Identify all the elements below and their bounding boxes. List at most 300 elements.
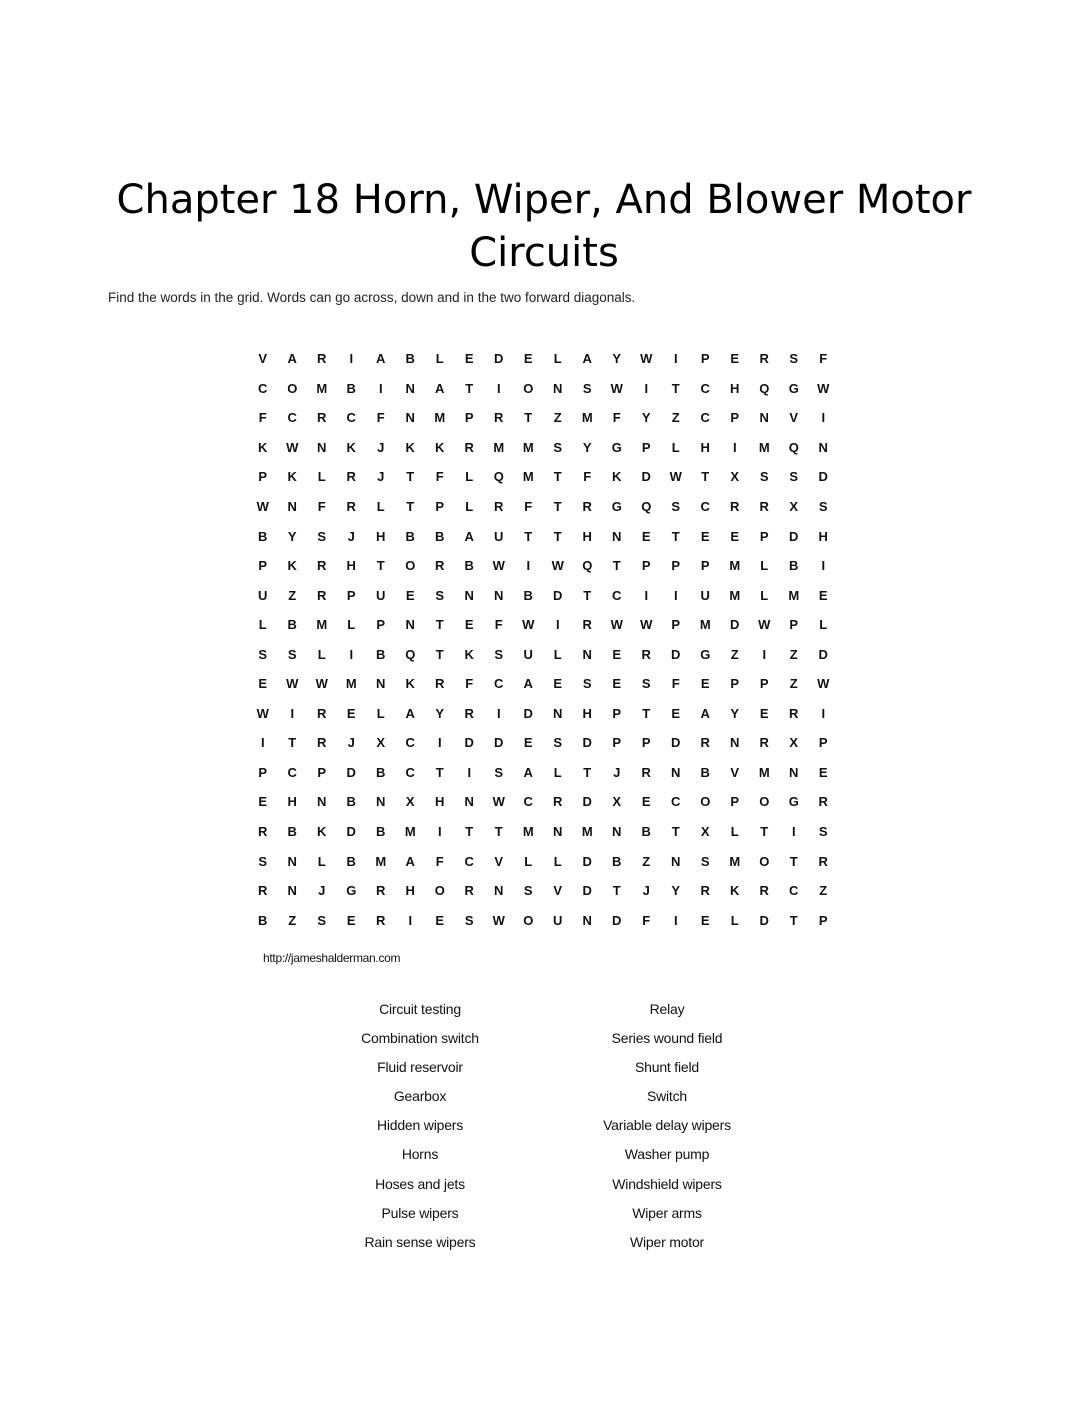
grid-cell: B: [405, 351, 415, 367]
grid-cell: N: [376, 676, 386, 692]
grid-cell: R: [759, 883, 769, 899]
word-list-item: Hoses and jets: [375, 1175, 465, 1192]
grid-cell: Z: [730, 646, 739, 662]
grid-cell: P: [641, 735, 651, 751]
grid-cell: Q: [582, 558, 593, 574]
grid-cell: S: [317, 528, 327, 544]
grid-cell: W: [640, 351, 653, 367]
grid-cell: T: [760, 824, 769, 840]
grid-cell: D: [582, 794, 592, 810]
grid-cell: D: [641, 469, 651, 485]
grid-cell: R: [317, 558, 327, 574]
grid-cell: N: [612, 528, 622, 544]
grid-cell: E: [641, 528, 651, 544]
grid-cell: A: [523, 764, 533, 780]
grid-cell: D: [818, 646, 828, 662]
grid-cell: P: [759, 676, 769, 692]
grid-cell: K: [612, 469, 622, 485]
grid-cell: L: [376, 499, 385, 514]
grid-cell: F: [435, 853, 444, 869]
grid-row: [248, 669, 838, 699]
grid-cell: T: [612, 558, 621, 574]
grid-cell: N: [553, 705, 563, 721]
grid-cell: R: [759, 735, 769, 751]
grid-cell: R: [258, 824, 268, 840]
grid-row: [248, 846, 838, 876]
grid-cell: N: [317, 439, 327, 455]
grid-cell: V: [258, 351, 268, 367]
grid-cell: C: [789, 883, 799, 899]
grid-cell: L: [553, 646, 562, 662]
grid-cell: R: [553, 794, 563, 810]
grid-cell: Z: [288, 587, 297, 603]
grid-cell: S: [553, 439, 563, 455]
grid-cell: P: [700, 351, 710, 367]
grid-cell: H: [287, 794, 297, 810]
grid-cell: T: [288, 735, 297, 751]
grid-cell: E: [730, 351, 740, 367]
grid-cell: R: [435, 676, 445, 692]
grid-cell: T: [435, 617, 444, 633]
grid-cell: W: [256, 705, 269, 721]
grid-cell: T: [553, 469, 562, 485]
grid-cell: E: [730, 528, 740, 544]
grid-cell: P: [612, 735, 622, 751]
word-list-item: Rain sense wipers: [364, 1233, 476, 1250]
grid-cell: D: [494, 735, 504, 751]
grid-cell: F: [317, 499, 326, 514]
word-list-item: Relay: [649, 1001, 685, 1017]
grid-cell: Q: [641, 499, 652, 514]
grid-row: [248, 403, 838, 433]
grid-cell: A: [287, 351, 297, 367]
grid-cell: U: [523, 646, 533, 662]
grid-cell: T: [642, 705, 651, 721]
grid-cell: R: [759, 351, 769, 367]
grid-cell: N: [730, 735, 740, 751]
grid-cell: W: [256, 499, 269, 514]
grid-cell: W: [669, 469, 682, 485]
grid-cell: D: [523, 705, 533, 721]
grid-cell: V: [789, 410, 799, 426]
grid-cell: Z: [819, 883, 828, 899]
grid-cell: Z: [288, 912, 297, 928]
grid-cell: W: [817, 676, 830, 692]
grid-cell: T: [789, 853, 798, 869]
grid-cell: I: [349, 646, 354, 662]
grid-cell: R: [317, 705, 327, 721]
grid-cell: P: [641, 558, 651, 574]
grid-cell: F: [258, 410, 267, 426]
grid-row: [248, 580, 838, 610]
grid-cell: Y: [641, 410, 651, 426]
grid-cell: F: [494, 617, 503, 633]
grid-cell: T: [465, 380, 474, 396]
grid-cell: E: [759, 705, 769, 721]
grid-cell: I: [526, 558, 531, 574]
grid-cell: A: [405, 705, 415, 721]
grid-cell: Q: [405, 646, 416, 662]
grid-cell: R: [376, 883, 386, 899]
grid-cell: G: [788, 380, 799, 396]
grid-cell: L: [553, 764, 562, 780]
grid-row: [248, 817, 838, 847]
grid-cell: I: [467, 764, 472, 780]
grid-cell: E: [641, 794, 651, 810]
grid-cell: A: [700, 705, 710, 721]
word-list-item: Combination switch: [361, 1030, 479, 1047]
instructions: Find the words in the grid. Words can go across, down and in the two forward diagonals.: [108, 290, 636, 305]
grid-cell: E: [258, 676, 268, 692]
grid-cell: M: [758, 764, 770, 780]
page-title: Chapter 18 Horn, Wiper, And Blower Motor Circuits: [116, 176, 972, 276]
grid-cell: W: [610, 380, 623, 396]
grid-row: [248, 758, 838, 788]
grid-cell: E: [346, 705, 356, 721]
grid-cell: X: [789, 735, 799, 751]
grid-cell: B: [523, 587, 533, 603]
grid-cell: L: [258, 617, 267, 633]
grid-cell: R: [464, 705, 474, 721]
grid-cell: H: [346, 558, 356, 574]
grid-cell: L: [553, 853, 562, 869]
grid-cell: B: [641, 824, 651, 840]
grid-cell: N: [405, 410, 415, 426]
grid-cell: T: [494, 824, 503, 840]
grid-cell: C: [258, 380, 268, 396]
grid-cell: A: [582, 351, 592, 367]
grid-cell: P: [258, 469, 268, 485]
grid-cell: K: [405, 439, 415, 455]
grid-cell: H: [582, 528, 592, 544]
grid-cell: S: [818, 499, 828, 514]
grid-cell: N: [582, 646, 592, 662]
grid-cell: L: [317, 646, 326, 662]
grid-cell: M: [434, 410, 446, 426]
grid-cell: M: [581, 410, 593, 426]
grid-cell: L: [760, 587, 769, 603]
grid-cell: E: [818, 587, 828, 603]
grid-cell: X: [789, 499, 799, 514]
grid-cell: M: [316, 617, 328, 633]
grid-cell: P: [818, 912, 828, 928]
grid-cell: I: [791, 824, 796, 840]
grid-cell: I: [349, 351, 354, 367]
grid-cell: W: [492, 558, 505, 574]
word-list-item: Horns: [401, 1146, 439, 1163]
grid-cell: W: [522, 617, 535, 633]
grid-cell: P: [258, 558, 268, 574]
grid-cell: P: [730, 794, 740, 810]
grid-cell: T: [435, 764, 444, 780]
grid-cell: X: [376, 735, 386, 751]
grid-cell: N: [405, 617, 415, 633]
grid-cell: M: [316, 380, 328, 396]
grid-cell: T: [524, 528, 533, 544]
grid-cell: S: [494, 764, 504, 780]
grid-row: [248, 728, 838, 758]
grid-cell: L: [730, 912, 739, 928]
grid-cell: J: [377, 469, 385, 485]
grid-cell: P: [759, 528, 769, 544]
grid-cell: I: [496, 705, 501, 721]
grid-cell: K: [346, 439, 356, 455]
grid-cell: T: [465, 824, 474, 840]
grid-cell: K: [464, 646, 474, 662]
grid-row: [248, 551, 838, 581]
grid-cell: M: [729, 853, 741, 869]
grid-row: [248, 876, 838, 906]
grid-cell: I: [260, 735, 265, 751]
grid-cell: S: [671, 499, 681, 514]
grid-cell: H: [818, 528, 828, 544]
grid-cell: F: [819, 351, 828, 367]
word-list-item: Pulse wipers: [381, 1204, 459, 1221]
grid-cell: E: [612, 646, 622, 662]
grid-cell: T: [376, 558, 385, 574]
grid-cell: F: [583, 469, 592, 485]
grid-cell: I: [555, 617, 560, 633]
grid-cell: R: [641, 764, 651, 780]
grid-cell: I: [821, 705, 826, 721]
grid-cell: T: [671, 528, 680, 544]
word-list-item: Windshield wipers: [612, 1175, 722, 1192]
grid-cell: I: [496, 380, 501, 396]
grid-cell: Q: [493, 469, 504, 485]
grid-cell: P: [435, 499, 445, 514]
grid-cell: L: [465, 469, 474, 485]
grid-cell: R: [759, 499, 769, 514]
grid-cell: S: [258, 853, 268, 869]
grid-cell: D: [494, 351, 504, 367]
grid-cell: X: [730, 469, 740, 485]
grid-cell: N: [464, 587, 474, 603]
grid-cell: B: [258, 912, 268, 928]
grid-cell: J: [347, 735, 355, 751]
grid-cell: E: [612, 676, 622, 692]
grid-cell: C: [523, 794, 533, 810]
grid-cell: O: [759, 794, 770, 810]
grid-cell: Q: [759, 380, 770, 396]
source-url: http://jameshalderman.com: [263, 951, 401, 965]
grid-cell: P: [376, 617, 386, 633]
grid-cell: M: [581, 824, 593, 840]
grid-cell: T: [612, 883, 621, 899]
grid-cell: G: [700, 646, 711, 662]
grid-cell: G: [611, 499, 622, 514]
grid-cell: M: [729, 587, 741, 603]
grid-row: [248, 374, 838, 404]
grid-cell: I: [673, 912, 678, 928]
grid-cell: R: [730, 499, 740, 514]
grid-cell: N: [671, 764, 681, 780]
grid-cell: J: [613, 764, 621, 780]
grid-cell: X: [700, 824, 710, 840]
grid-cell: R: [376, 912, 386, 928]
grid-cell: A: [405, 853, 415, 869]
grid-cell: M: [729, 558, 741, 574]
grid-cell: N: [287, 853, 297, 869]
grid-cell: N: [759, 410, 769, 426]
grid-cell: B: [258, 528, 268, 544]
grid-cell: Z: [553, 410, 562, 426]
grid-cell: M: [788, 587, 800, 603]
grid-cell: R: [494, 410, 504, 426]
grid-cell: F: [612, 410, 621, 426]
grid-cell: I: [437, 824, 442, 840]
grid-cell: R: [317, 351, 327, 367]
grid-cell: R: [346, 499, 356, 514]
grid-cell: B: [376, 646, 386, 662]
word-list-item: Wiper motor: [629, 1233, 705, 1250]
word-search-grid: [248, 344, 838, 935]
word-list-item: Circuit testing: [379, 1001, 461, 1017]
grid-cell: S: [258, 646, 268, 662]
grid-cell: S: [464, 912, 474, 928]
grid-cell: R: [317, 587, 327, 603]
grid-cell: M: [522, 824, 534, 840]
grid-cell: P: [789, 617, 799, 633]
grid-cell: J: [377, 439, 385, 455]
grid-cell: F: [671, 676, 680, 692]
grid-cell: P: [730, 410, 740, 426]
grid-cell: T: [524, 410, 533, 426]
grid-cell: N: [405, 380, 415, 396]
grid-cell: B: [435, 528, 445, 544]
grid-cell: I: [408, 912, 413, 928]
grid-cell: D: [582, 735, 592, 751]
grid-cell: N: [582, 912, 592, 928]
grid-cell: Z: [642, 853, 651, 869]
grid-cell: E: [700, 676, 710, 692]
word-list-item: Series wound field: [611, 1030, 723, 1047]
grid-cell: R: [700, 735, 710, 751]
grid-cell: R: [435, 558, 445, 574]
grid-cell: S: [494, 646, 504, 662]
grid-cell: X: [405, 794, 415, 810]
grid-cell: C: [612, 587, 622, 603]
grid-cell: O: [434, 883, 445, 899]
grid-cell: A: [523, 676, 533, 692]
grid-cell: P: [700, 558, 710, 574]
grid-cell: G: [611, 439, 622, 455]
grid-cell: D: [612, 912, 622, 928]
grid-cell: I: [762, 646, 767, 662]
grid-cell: D: [759, 912, 769, 928]
grid-cell: S: [818, 824, 828, 840]
grid-cell: V: [730, 764, 740, 780]
grid-cell: N: [494, 883, 504, 899]
grid-cell: L: [376, 705, 385, 721]
grid-cell: U: [494, 528, 504, 544]
grid-cell: P: [346, 587, 356, 603]
grid-cell: F: [465, 676, 474, 692]
grid-cell: H: [582, 705, 592, 721]
grid-cell: L: [435, 351, 444, 367]
grid-cell: M: [699, 617, 711, 633]
grid-cell: Z: [789, 646, 798, 662]
grid-cell: Y: [612, 351, 622, 367]
grid-cell: Q: [788, 439, 799, 455]
grid-row: [248, 521, 838, 551]
grid-cell: N: [553, 824, 563, 840]
grid-cell: Y: [582, 439, 592, 455]
grid-cell: K: [317, 824, 327, 840]
word-list-item: Variable delay wipers: [603, 1117, 731, 1134]
grid-cell: C: [700, 380, 710, 396]
grid-cell: D: [730, 617, 740, 633]
grid-cell: P: [641, 439, 651, 455]
grid-cell: S: [523, 883, 533, 899]
grid-cell: D: [582, 853, 592, 869]
grid-cell: W: [286, 439, 299, 455]
grid-cell: E: [464, 617, 474, 633]
grid-cell: B: [376, 824, 386, 840]
grid-cell: G: [346, 883, 357, 899]
grid-row: [248, 639, 838, 669]
grid-cell: W: [286, 676, 299, 692]
grid-cell: N: [317, 794, 327, 810]
grid-cell: T: [671, 824, 680, 840]
grid-cell: C: [700, 499, 710, 514]
grid-cell: H: [405, 883, 415, 899]
grid-cell: W: [817, 380, 830, 396]
grid-cell: E: [464, 351, 474, 367]
grid-cell: O: [405, 558, 416, 574]
grid-row: [248, 905, 838, 935]
grid-cell: B: [346, 794, 356, 810]
grid-cell: X: [612, 794, 622, 810]
grid-cell: M: [375, 853, 387, 869]
grid-cell: E: [523, 351, 533, 367]
grid-cell: U: [376, 587, 386, 603]
grid-cell: I: [821, 558, 826, 574]
grid-cell: Z: [671, 410, 680, 426]
grid-cell: M: [493, 439, 505, 455]
grid-cell: W: [758, 617, 771, 633]
grid-cell: N: [612, 824, 622, 840]
grid-cell: S: [582, 676, 592, 692]
grid-row: [248, 433, 838, 463]
word-list-right: [557, 999, 777, 1261]
grid-cell: E: [553, 676, 563, 692]
grid-row: [248, 787, 838, 817]
grid-cell: A: [376, 351, 386, 367]
grid-cell: C: [346, 410, 356, 426]
grid-cell: M: [404, 824, 416, 840]
grid-cell: E: [405, 587, 415, 603]
grid-cell: B: [612, 853, 622, 869]
grid-cell: D: [671, 735, 681, 751]
grid-cell: N: [376, 794, 386, 810]
grid-cell: E: [258, 794, 268, 810]
grid-cell: T: [553, 499, 562, 514]
grid-cell: I: [673, 351, 678, 367]
grid-cell: K: [435, 439, 445, 455]
grid-cell: C: [287, 410, 297, 426]
grid-cell: M: [345, 676, 357, 692]
grid-cell: C: [464, 853, 474, 869]
grid-cell: T: [583, 764, 592, 780]
grid-cell: P: [818, 735, 828, 751]
grid-cell: E: [700, 528, 710, 544]
grid-cell: N: [671, 853, 681, 869]
grid-cell: K: [730, 883, 740, 899]
grid-cell: S: [789, 469, 799, 485]
grid-cell: P: [730, 676, 740, 692]
grid-cell: C: [287, 764, 297, 780]
grid-cell: N: [789, 764, 799, 780]
